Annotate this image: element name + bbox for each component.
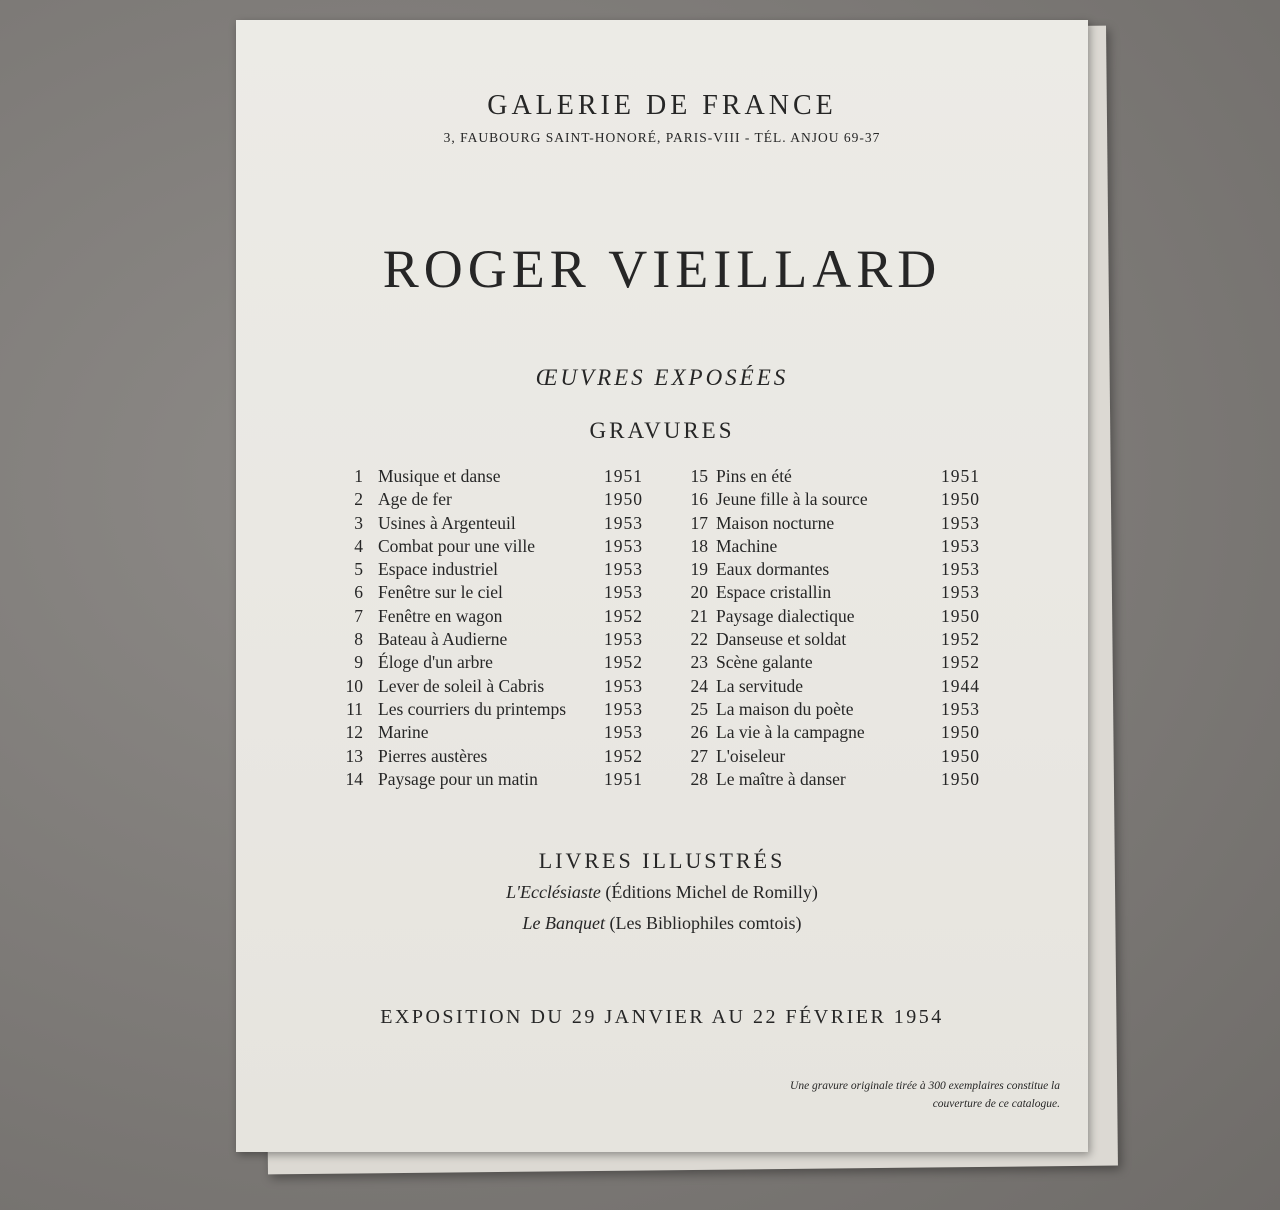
gravure-number: 10 xyxy=(345,675,363,696)
gravure-number: 15 xyxy=(690,466,708,486)
gravure-year: 1952 xyxy=(604,605,643,626)
gravure-title: Machine xyxy=(716,535,778,556)
gravures-list-right xyxy=(676,466,996,792)
gravure-title: Paysage pour un matin xyxy=(378,768,538,789)
gravure-year: 1953 xyxy=(941,698,980,719)
gravure-title: Marine xyxy=(378,722,429,743)
gravure-title: La vie à la campagne xyxy=(716,722,865,743)
gallery-address: 3, FAUBOURG SAINT-HONORÉ, PARIS-VIII - TÉL. ANJOU 69-37 xyxy=(443,130,881,145)
gallery-name: GALERIE DE FRANCE xyxy=(487,90,837,121)
gravure-row xyxy=(331,746,651,769)
gravure-row xyxy=(676,606,996,629)
gravure-year: 1950 xyxy=(941,768,980,789)
gravure-year: 1953 xyxy=(604,582,643,603)
gravure-number: 28 xyxy=(690,768,708,789)
gravure-year: 1953 xyxy=(604,629,643,650)
book-title: L'Ecclésiaste xyxy=(506,882,601,902)
gravure-title: Maison nocturne xyxy=(716,512,835,533)
gravures-heading: GRAVURES xyxy=(589,418,735,443)
gravure-title: Fenêtre sur le ciel xyxy=(378,582,503,603)
gravure-row xyxy=(676,676,996,699)
catalogue-page xyxy=(236,20,1088,1152)
gravure-title: Danseuse et soldat xyxy=(716,629,847,650)
gravure-number: 26 xyxy=(690,722,708,743)
exposition-dates: EXPOSITION DU 29 JANVIER AU 22 FÉVRIER 1954 xyxy=(380,1006,944,1028)
gravure-year: 1944 xyxy=(941,675,980,696)
gravure-title: Le maître à danser xyxy=(716,768,846,789)
gravure-number: 18 xyxy=(690,535,708,556)
gravure-number: 13 xyxy=(345,745,363,766)
gravure-row xyxy=(331,513,651,536)
gravure-row xyxy=(676,746,996,769)
gravure-number: 17 xyxy=(690,512,708,533)
gravure-title: Usines à Argenteuil xyxy=(378,512,516,533)
gravure-number: 20 xyxy=(690,582,708,603)
gravure-year: 1950 xyxy=(941,489,980,510)
works-heading: ŒUVRES EXPOSÉES xyxy=(535,365,789,390)
gravure-row xyxy=(331,629,651,652)
gravure-row xyxy=(676,652,996,675)
gravure-row xyxy=(331,769,651,792)
gravure-number: 23 xyxy=(690,652,708,673)
book-publisher: (Éditions Michel de Romilly) xyxy=(605,882,818,902)
gravure-row xyxy=(676,536,996,559)
gravure-row xyxy=(676,629,996,652)
gravure-year: 1951 xyxy=(604,466,643,486)
gravure-year: 1952 xyxy=(604,745,643,766)
gravure-number: 12 xyxy=(345,722,363,743)
gravure-number: 6 xyxy=(354,582,363,603)
gravure-year: 1953 xyxy=(604,722,643,743)
gravure-number: 22 xyxy=(690,629,708,650)
gravure-number: 11 xyxy=(346,698,363,719)
gravure-year: 1952 xyxy=(941,629,980,650)
gravure-number: 19 xyxy=(690,559,708,580)
book-entry xyxy=(236,882,1088,903)
gravure-year: 1950 xyxy=(941,722,980,743)
gravure-year: 1953 xyxy=(941,559,980,580)
gravure-title: Pierres austères xyxy=(378,745,488,766)
gravure-year: 1951 xyxy=(941,466,980,486)
books-heading: LIVRES ILLUSTRÉS xyxy=(538,848,786,873)
gravure-row xyxy=(676,722,996,745)
gravure-year: 1953 xyxy=(604,535,643,556)
gravure-title: La maison du poète xyxy=(716,698,854,719)
gravure-number: 24 xyxy=(690,675,708,696)
gravures-list-left xyxy=(331,466,651,792)
gravure-year: 1951 xyxy=(604,768,643,789)
gravure-row xyxy=(331,676,651,699)
gravure-number: 4 xyxy=(354,535,363,556)
gravure-number: 1 xyxy=(354,466,363,486)
gravure-year: 1953 xyxy=(941,535,980,556)
gravure-title: Paysage dialectique xyxy=(716,605,855,626)
gravure-row xyxy=(331,722,651,745)
gravure-title: Pins en été xyxy=(716,466,792,486)
gravure-number: 27 xyxy=(690,745,708,766)
gravure-row xyxy=(676,559,996,582)
gravure-title: Musique et danse xyxy=(378,466,501,486)
gravure-year: 1953 xyxy=(604,559,643,580)
gravure-title: Éloge d'un arbre xyxy=(378,652,493,673)
book-publisher: (Les Bibliophiles comtois) xyxy=(609,913,802,933)
gravure-row xyxy=(676,769,996,792)
gravure-number: 2 xyxy=(354,489,363,510)
gravure-title: Espace industriel xyxy=(378,559,499,580)
gravure-row xyxy=(331,559,651,582)
gravure-row xyxy=(676,582,996,605)
gravure-year: 1953 xyxy=(604,675,643,696)
gravure-year: 1950 xyxy=(941,605,980,626)
gravure-title: Bateau à Audierne xyxy=(378,629,508,650)
gravure-row xyxy=(331,536,651,559)
gravure-year: 1952 xyxy=(941,652,980,673)
book-title: Le Banquet xyxy=(522,913,605,933)
gravure-number: 16 xyxy=(690,489,708,510)
gravure-number: 14 xyxy=(345,768,363,789)
gravure-year: 1953 xyxy=(941,512,980,533)
artist-name: ROGER VIEILLARD xyxy=(382,239,942,299)
gravure-year: 1953 xyxy=(941,582,980,603)
gravure-row xyxy=(676,513,996,536)
gravure-row xyxy=(331,699,651,722)
gravure-title: Jeune fille à la source xyxy=(716,489,868,510)
gravure-number: 21 xyxy=(690,605,708,626)
gravure-title: Combat pour une ville xyxy=(378,535,535,556)
book-entry xyxy=(236,913,1088,934)
gravure-year: 1953 xyxy=(604,512,643,533)
gravure-year: 1952 xyxy=(604,652,643,673)
cover-note: Une gravure originale tirée à 300 exemplaires constitue la couverture de ce catalogue. xyxy=(790,1080,1060,1110)
gravure-number: 9 xyxy=(354,652,363,673)
gravure-title: L'oiseleur xyxy=(716,745,786,766)
gravure-row xyxy=(676,489,996,512)
gravure-year: 1950 xyxy=(604,489,643,510)
gravure-row xyxy=(331,489,651,512)
gravure-number: 3 xyxy=(354,512,363,533)
gravure-year: 1953 xyxy=(604,698,643,719)
gravure-title: Espace cristallin xyxy=(716,582,832,603)
gravure-number: 5 xyxy=(354,559,363,580)
gravure-year: 1950 xyxy=(941,745,980,766)
gravure-number: 7 xyxy=(354,605,363,626)
gravure-row xyxy=(331,582,651,605)
gravure-number: 25 xyxy=(690,698,708,719)
gravure-number: 8 xyxy=(354,629,363,650)
gravure-row xyxy=(331,652,651,675)
gravure-row xyxy=(676,699,996,722)
gravure-title: La servitude xyxy=(716,675,803,696)
gravure-row xyxy=(676,466,996,489)
gravure-title: Les courriers du printemps xyxy=(378,698,567,719)
gravure-title: Age de fer xyxy=(378,489,452,510)
gravure-title: Eaux dormantes xyxy=(716,559,830,580)
gravure-title: Lever de soleil à Cabris xyxy=(378,675,545,696)
gravure-row xyxy=(331,606,651,629)
gravure-row xyxy=(331,466,651,489)
gravure-title: Scène galante xyxy=(716,652,813,673)
gravure-title: Fenêtre en wagon xyxy=(378,605,503,626)
